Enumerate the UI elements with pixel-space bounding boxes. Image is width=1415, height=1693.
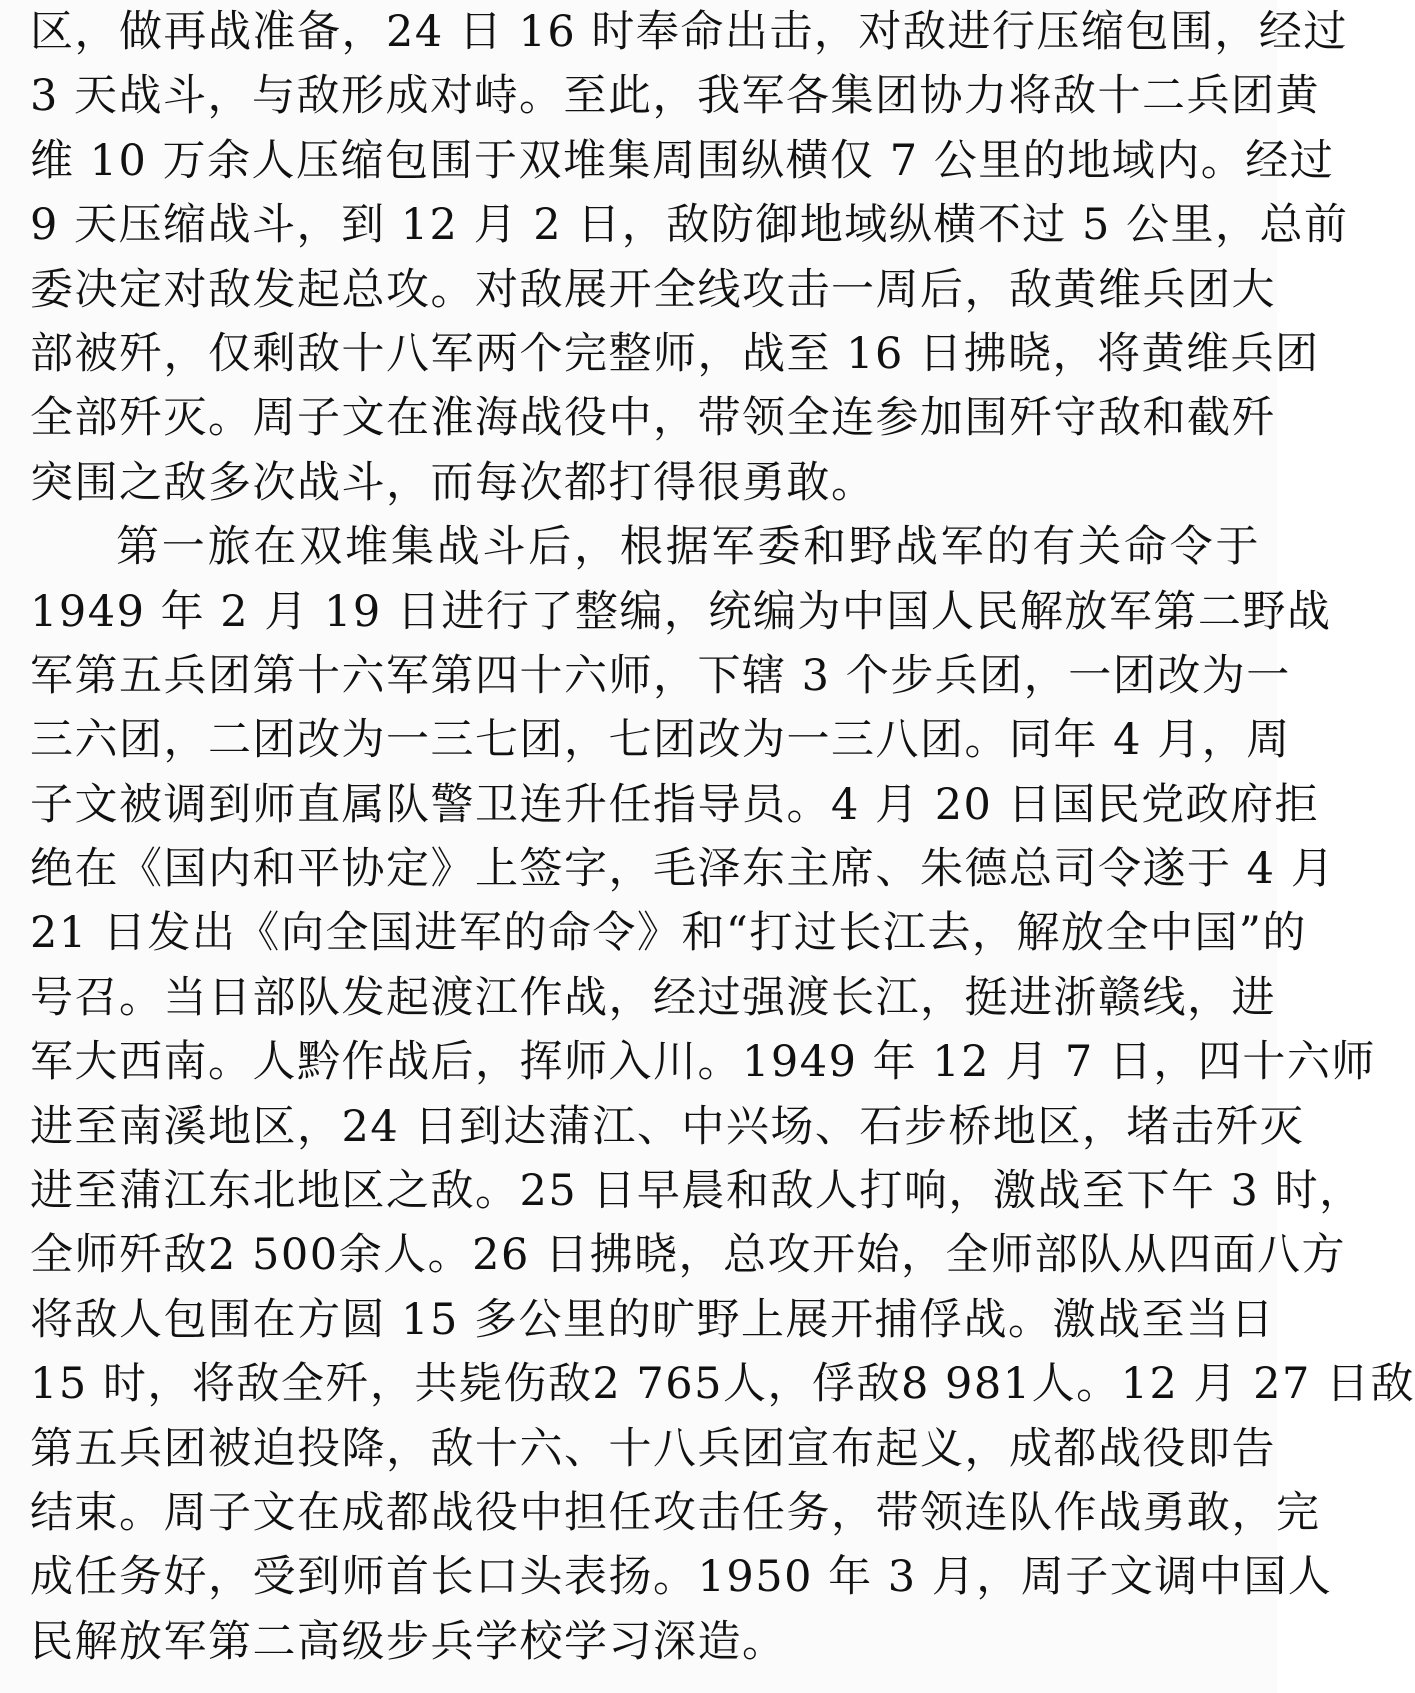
text-line: 1949 年 2 月 19 日进行了整编，统编为中国人民解放军第二野战	[30, 586, 1332, 637]
text-line: 绝在《国内和平协定》上签字，毛泽东主席、朱德总司令遂于 4 月	[30, 844, 1336, 895]
text-line: 子文被调到师直属队警卫连升任指导员。4 月 20 日国民党政府拒	[30, 779, 1320, 830]
text-line: 结束。周子文在成都战役中担任攻击任务，带领连队作战勇敢，完	[30, 1487, 1321, 1538]
paragraph-2	[30, 515, 1415, 1674]
text-line: 9 天压缩战斗，到 12 月 2 日，敌防御地域纵横不过 5 公里，总前	[30, 200, 1349, 251]
text-line: 将敌人包围在方圆 15 多公里的旷野上展开捕俘战。激战至当日	[30, 1294, 1276, 1345]
text-line: 民解放军第二高级步兵学校学习深造。	[30, 1616, 787, 1667]
text-line: 号召。当日部队发起渡江作战，经过强渡长江，挺进浙赣线，进	[30, 972, 1276, 1023]
text-line: 军大西南。人黔作战后，挥师入川。1949 年 12 月 7 日，四十六师	[30, 1037, 1376, 1088]
text-line: 军第五兵团第十六军第四十六师，下辖 3 个步兵团，一团改为一	[30, 650, 1291, 701]
text-line: 突围之敌多次战斗，而每次都打得很勇敢。	[30, 457, 876, 508]
body-text	[30, 0, 1415, 1674]
text-line: 15 时，将敌全歼，共毙伤敌2 765人，俘敌8 981人。12 月 27 日敌	[30, 1359, 1415, 1410]
text-line: 进至南溪地区，24 日到达蒲江、中兴场、石步桥地区，堵击歼灭	[30, 1101, 1305, 1152]
text-line: 部被歼，仅剩敌十八军两个完整师，战至 16 日拂晓，将黄维兵团	[30, 328, 1320, 379]
text-line: 区，做再战准备，24 日 16 时奉命出击，对敌进行压缩包围，经过	[30, 7, 1348, 57]
text-line: 3 天战斗，与敌形成对峙。至此，我军各集团协力将敌十二兵团黄	[30, 71, 1321, 122]
text-line: 维 10 万余人压缩包围于双堆集周围纵横仅 7 公里的地域内。经过	[30, 135, 1335, 186]
text-line: 第一旅在双堆集战斗后，根据军委和野战军的有关命令于	[116, 522, 1260, 573]
text-line: 成任务好，受到师首长口头表扬。1950 年 3 月，周子文调中国人	[30, 1552, 1333, 1603]
paragraph-1	[30, 0, 1349, 515]
text-line: 三六团，二团改为一三七团，七团改为一三八团。同年 4 月，周	[30, 715, 1291, 766]
text-line: 全师歼敌2 500余人。26 日拂晓，总攻开始，全师部队从四面八方	[30, 1230, 1346, 1281]
text-line: 委决定对敌发起总攻。对敌展开全线攻击一周后，敌黄维兵团大	[30, 264, 1276, 315]
text-line: 第五兵团被迫投降，敌十六、十八兵团宣布起义，成都战役即告	[30, 1423, 1276, 1474]
text-line: 全部歼灭。周子文在淮海战役中，带领全连参加围歼守敌和截歼	[30, 393, 1276, 444]
text-line: 进至蒲江东北地区之敌。25 日早晨和敌人打响，激战至下午 3 时，	[30, 1166, 1364, 1217]
text-line: 21 日发出《向全国进军的命令》和“打过长江去，解放全中国”的	[30, 908, 1307, 959]
